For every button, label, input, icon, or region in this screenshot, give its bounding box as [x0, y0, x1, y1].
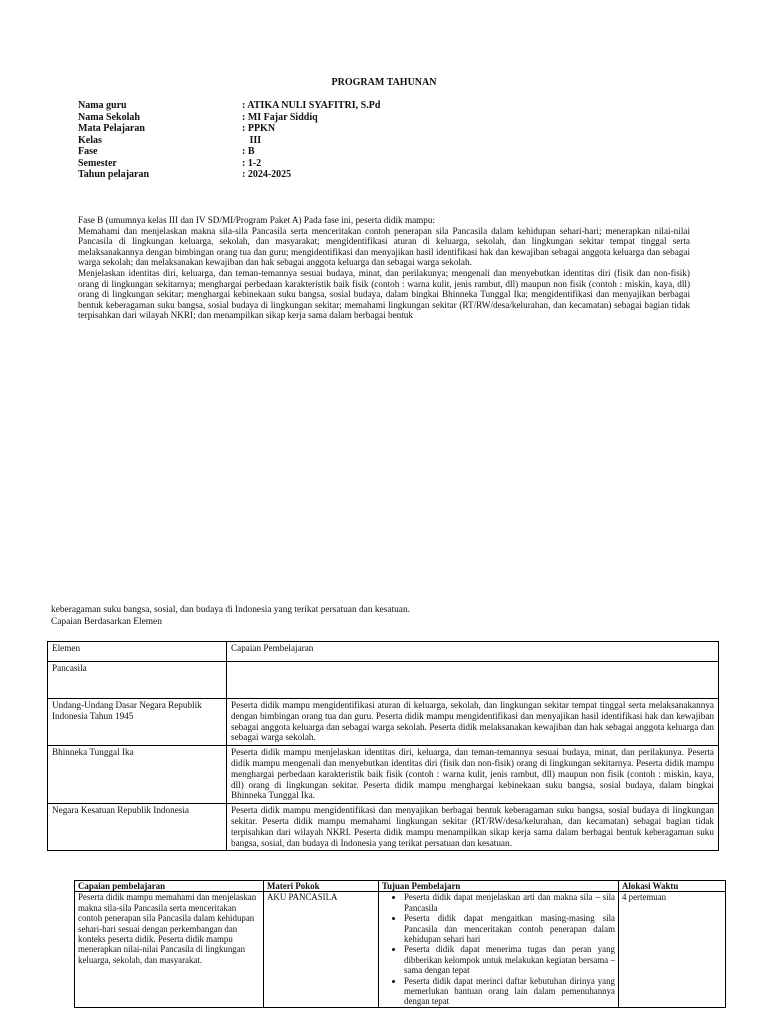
- annual-plan-table: [74, 880, 726, 1008]
- identity-value: III: [242, 134, 262, 146]
- learning-objectives-list: [382, 892, 615, 1006]
- phase-paragraph: Memahami dan menjelaskan makna sila-sila Pancasila serta menceritakan contoh penerapan sila Pancasila dalam kehidupan sehari-hari; menerapkan nilai-nilai Pancasila di lingkungan keluarga, sekolah, dan masyarakat; mengidentifikasi aturan di keluarga, sekolah, dan lingkungan sekitar tempat tinggal serta melaksanakannya dengan bimbingan orang tua dan guru; mengidentifikasi dan menyajikan hasil identifikasi hak dan kewajiban sebagai anggota keluarga dan sebagai warga sekolah; dan melaksanakan kewajiban dan hak sebagai anggota keluarga dan sebagai warga sekolah.: [78, 225, 690, 268]
- element-name-cell: Undang-Undang Dasar Negara Republik Indonesia Tahun 1945: [48, 699, 227, 746]
- table-header-row: [75, 881, 726, 892]
- identity-row-subject: [78, 123, 380, 135]
- identity-row-year: [78, 169, 380, 181]
- phase-paragraph: Menjelaskan identitas diri, keluarga, dan teman-temannya sesuai budaya, minat, dan perilakunya; mengenali dan menyebutkan identitas diri (fisik dan non-fisik) orang di lingkungan sekitarnya; menghargai perbedaan karakteristik baik fisik (contoh : warna kulit, jenis rambut, dll) maupun non fisik (contoh : miskin, kaya, dll) orang di lingkungan sekitar; menghargai kebinekaan suku bangsa, sosial budaya, dalam bingkai Bhinneka Tunggal Ika; mengidentifikasi dan menyajikan berbagai bentuk keberagaman suku bangsa, sosial budaya di lingkungan sekitar; memahami lingkungan sekitar (RT/RW/desa/kelurahan, dan kecamatan) sebagai bagian tidak terpisahkan dari wilayah NKRI; dan menampilkan sikap kerja sama dalam berbagai bentuk: [78, 267, 690, 321]
- element-cp-cell: [227, 662, 719, 699]
- plan-materi-cell: AKU PANCASILA: [264, 892, 379, 1007]
- list-item: • Peserta didik dapat menjelaskan arti dan makna sila – sila Pancasila: [404, 892, 615, 913]
- identity-label: Tahun pelajaran: [78, 169, 150, 180]
- element-name-cell: Bhinneka Tunggal Ika: [48, 746, 227, 804]
- identity-label: Mata Pelajaran: [78, 123, 145, 134]
- identity-value: : PPKN: [242, 123, 276, 134]
- element-cp-cell: Peserta didik mampu menjelaskan identitas diri, keluarga, dan teman-temannya sesuai budaya, minat, dan perilakunya. Peserta didik mampu mengenali dan menyebutkan identitas diri (fisik dan non-fisik) orang di lingkungan sekitarnya. Peserta didik mampu menghargai perbedaan karakteristik baik fisik (contoh : warna kulit, jenis rambut, dll) maupun non fisik (contoh : miskin, kaya, dll) orang di lingkungan sekitar. Peserta didik mampu menghargai kebinekaan suku bangsa, sosial budaya, dalam bingkai Bhinneka Tunggal Ika.: [227, 746, 719, 804]
- table-header-cell: Capaian Pembelajaran: [227, 642, 719, 662]
- phase-intro-line: Fase B (umumnya kelas III dan IV SD/MI/Program Paket A) Pada fase ini, peserta didik mampu:: [78, 215, 436, 225]
- element-cp-cell: Peserta didik mampu mengidentifikasi dan menyajikan berbagai bentuk keberagaman suku bangsa, sosial budaya di lingkungan sekitar. Peserta didik mampu memahami lingkungan sekitar (RT/RW/desa/kelurahan, dan kecamatan) sebagai bagian tidak terpisahkan dari wilayah NKRI. Peserta didik mampu menampilkan sikap kerja sama dalam berbagai bentuk keberagaman suku bangsa, sosial, dan budaya di Indonesia yang terikat persatuan dan kesatuan.: [227, 804, 719, 851]
- identity-value: : ATIKA NULI SYAFITRI, S.Pd: [242, 100, 381, 111]
- elements-table: [47, 641, 719, 851]
- table-header-cell: Elemen: [48, 642, 227, 662]
- table-header-cell: Materi Pokok: [264, 881, 379, 892]
- page-title: PROGRAM TAHUNAN: [331, 77, 437, 88]
- identity-row-semester: [78, 158, 380, 170]
- identity-value: : B: [242, 146, 255, 157]
- list-item: • Peserta didik dapat merinci daftar kebutuhan dirinya yang memerlukan bantuan orang lain dalam pemenuhannya dengan tepat: [404, 976, 615, 1007]
- table-row: [75, 892, 726, 1007]
- plan-cp-cell: Peserta didik mampu memahami dan menjelaskan makna sila-sila Pancasila serta menceritakan contoh penerapan sila Pancasila dalam kehidupan sehari-hari sesuai dengan perkembangan dan konteks peserta didik. Peserta didik mampu menerapkan nilai-nilai Pancasila di lingkungan keluarga, sekolah, dan masyarakat.: [75, 892, 264, 1007]
- identity-block: [78, 100, 380, 181]
- table-row: [48, 804, 719, 851]
- table-row: [48, 746, 719, 804]
- identity-label: Nama guru: [78, 100, 127, 111]
- list-item: • Peserta didik dapat menerima tugas dan peran yang dibberikan kelompok untuk melakukan kegiatan bersama – sama dengan tepat: [404, 944, 615, 975]
- plan-tujuan-cell: [379, 892, 619, 1007]
- phase-description: [78, 215, 690, 321]
- element-name-cell: Negara Kesatuan Republik Indonesia: [48, 804, 227, 851]
- table-row: [48, 662, 719, 699]
- identity-value: : MI Fajar Siddiq: [242, 111, 318, 123]
- section-label: Capaian Berdasarkan Elemen: [51, 617, 162, 627]
- identity-value: : 2024-2025: [242, 169, 292, 180]
- table-header-row: [48, 642, 719, 662]
- identity-label: Kelas: [78, 134, 102, 146]
- element-cp-cell: Peserta didik mampu mengidentifikasi aturan di keluarga, sekolah, dan lingkungan sekitar tempat tinggal serta melaksanakannya dengan bimbingan orang tua dan guru. Peserta didik mampu mengidentifikasi dan menyajikan hasil identifikasi hak dan kewajiban sebagai anggota keluarga dan sebagai warga sekolah. Peserta didik melaksanakan kewajiban dan hak sebagai anggota keluarga dan sebagai warga sekolah.: [227, 699, 719, 746]
- table-header-cell: Tujuan Pembelajarn: [379, 881, 619, 892]
- list-item: • Peserta didik dapat mengaitkan masing-masing sila Pancasila dan menceritakan contoh penerapan dalam kehidupan sehari hari: [404, 913, 615, 944]
- continuation-text: keberagaman suku bangsa, sosial, dan budaya di Indonesia yang terikat persatuan dan kesatuan.: [51, 605, 410, 615]
- identity-row-class: [78, 135, 380, 147]
- identity-row-school: [78, 112, 380, 124]
- table-header-cell: Alokasi Waktu: [619, 881, 726, 892]
- table-header-cell: Capaian pembelajaran: [75, 881, 264, 892]
- plan-alokasi-cell: 4 pertemuan: [619, 892, 726, 1007]
- identity-value: : 1-2: [242, 157, 262, 169]
- identity-label: Semester: [78, 157, 117, 169]
- identity-label: Nama Sekolah: [78, 111, 140, 123]
- identity-label: Fase: [78, 146, 98, 157]
- identity-row-phase: [78, 146, 380, 158]
- identity-row-teacher: [78, 100, 380, 112]
- table-row: [48, 699, 719, 746]
- element-name-cell: Pancasila: [48, 662, 227, 699]
